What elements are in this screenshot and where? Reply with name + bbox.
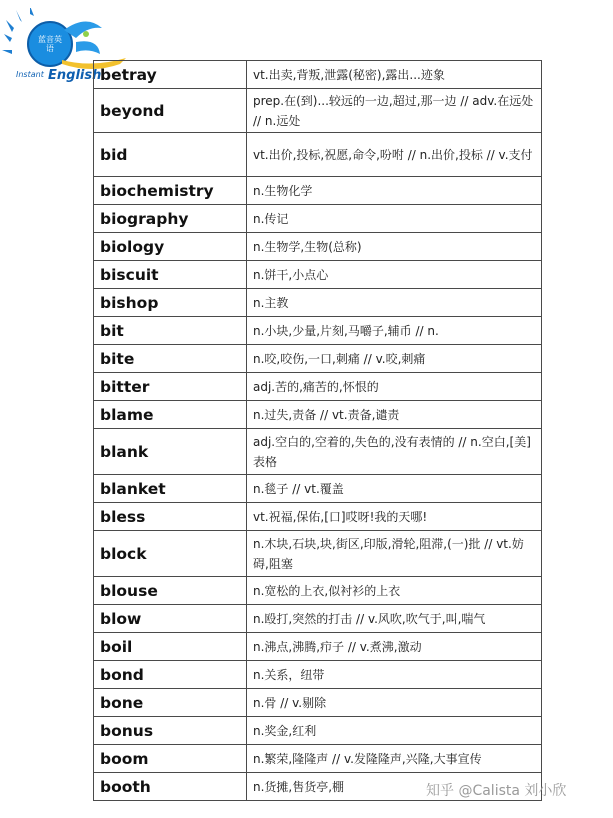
word-cell: beyond bbox=[94, 89, 247, 133]
logo-badge-text: 蓝音英语 bbox=[38, 35, 62, 53]
word-cell: bishop bbox=[94, 289, 247, 317]
definition-cell: n.繁荣,隆隆声 // v.发隆隆声,兴隆,大事宣传 bbox=[247, 745, 542, 773]
table-row bbox=[94, 531, 542, 577]
word-cell: betray bbox=[94, 61, 247, 89]
word-cell: bonus bbox=[94, 717, 247, 745]
table-row bbox=[94, 661, 542, 689]
definition-cell: n.过失,责备 // vt.责备,谴责 bbox=[247, 401, 542, 429]
table-row bbox=[94, 373, 542, 401]
table-row bbox=[94, 429, 542, 475]
word-cell: blame bbox=[94, 401, 247, 429]
definition-cell: adj.苦的,痛苦的,怀恨的 bbox=[247, 373, 542, 401]
table-row bbox=[94, 61, 542, 89]
table-row bbox=[94, 133, 542, 177]
definition-cell: n.主教 bbox=[247, 289, 542, 317]
table-row bbox=[94, 745, 542, 773]
definition-cell: n.沸点,沸腾,疖子 // v.煮沸,激动 bbox=[247, 633, 542, 661]
definition-cell: vt.祝福,保佑,[口]哎呀!我的天哪! bbox=[247, 503, 542, 531]
table-row bbox=[94, 289, 542, 317]
table-row bbox=[94, 475, 542, 503]
definition-cell: n.饼干,小点心 bbox=[247, 261, 542, 289]
definition-cell: n.骨 // v.剔除 bbox=[247, 689, 542, 717]
zhihu-watermark: 知乎 @Calista 刘小欣 bbox=[426, 783, 567, 799]
definition-cell: vt.出价,投标,祝愿,命令,吩咐 // n.出价,投标 // v.支付 bbox=[247, 133, 542, 177]
word-cell: booth bbox=[94, 773, 247, 801]
table-row bbox=[94, 689, 542, 717]
table-row bbox=[94, 261, 542, 289]
word-cell: bite bbox=[94, 345, 247, 373]
word-cell: biology bbox=[94, 233, 247, 261]
word-cell: blanket bbox=[94, 475, 247, 503]
definition-cell: adj.空白的,空着的,失色的,没有表情的 // n.空白,[美] 表格 bbox=[247, 429, 542, 475]
word-cell: block bbox=[94, 531, 247, 577]
definition-cell: n.小块,少量,片刻,马嚼子,辅币 // n. bbox=[247, 317, 542, 345]
word-cell: bit bbox=[94, 317, 247, 345]
word-cell: biscuit bbox=[94, 261, 247, 289]
word-cell: bone bbox=[94, 689, 247, 717]
definition-cell: n.宽松的上衣,似衬衫的上衣 bbox=[247, 577, 542, 605]
table-row bbox=[94, 205, 542, 233]
word-cell: bless bbox=[94, 503, 247, 531]
definition-cell: n.关系，纽带 bbox=[247, 661, 542, 689]
table-row bbox=[94, 577, 542, 605]
table-row bbox=[94, 717, 542, 745]
word-cell: bond bbox=[94, 661, 247, 689]
table-row bbox=[94, 401, 542, 429]
word-cell: blow bbox=[94, 605, 247, 633]
definition-cell: n.毯子 // vt.覆盖 bbox=[247, 475, 542, 503]
table-row bbox=[94, 605, 542, 633]
table-row bbox=[94, 345, 542, 373]
table-row bbox=[94, 317, 542, 345]
definition-cell: n.木块,石块,块,街区,印版,滑轮,阻滞,(一)批 // vt.妨碍,阻塞 bbox=[247, 531, 542, 577]
word-cell: blank bbox=[94, 429, 247, 475]
word-cell: bid bbox=[94, 133, 247, 177]
definition-cell: vt.出卖,背叛,泄露(秘密),露出...迹象 bbox=[247, 61, 542, 89]
logo-english-text: English bbox=[48, 68, 102, 83]
word-cell: boil bbox=[94, 633, 247, 661]
table-row bbox=[94, 633, 542, 661]
definition-cell: n.咬,咬伤,一口,刺痛 // v.咬,刺痛 bbox=[247, 345, 542, 373]
logo-instant-text: Instant bbox=[16, 70, 44, 79]
definition-cell: n.奖金,红利 bbox=[247, 717, 542, 745]
definition-cell: n.传记 bbox=[247, 205, 542, 233]
word-cell: bitter bbox=[94, 373, 247, 401]
table-row bbox=[94, 233, 542, 261]
word-cell: biography bbox=[94, 205, 247, 233]
vocabulary-table bbox=[93, 60, 542, 801]
word-cell: blouse bbox=[94, 577, 247, 605]
word-cell: biochemistry bbox=[94, 177, 247, 205]
table-row bbox=[94, 89, 542, 133]
definition-cell: n.生物化学 bbox=[247, 177, 542, 205]
definition-cell: prep.在(到)...较远的一边,超过,那一边 // adv.在远处 // n.远处 bbox=[247, 89, 542, 133]
word-cell: boom bbox=[94, 745, 247, 773]
definition-cell: n.货摊,售货亭,棚 bbox=[247, 773, 542, 801]
table-row bbox=[94, 177, 542, 205]
definition-cell: n.殴打,突然的打击 // v.风吹,吹气于,叫,喘气 bbox=[247, 605, 542, 633]
table-row bbox=[94, 503, 542, 531]
definition-cell: n.生物学,生物(总称) bbox=[247, 233, 542, 261]
